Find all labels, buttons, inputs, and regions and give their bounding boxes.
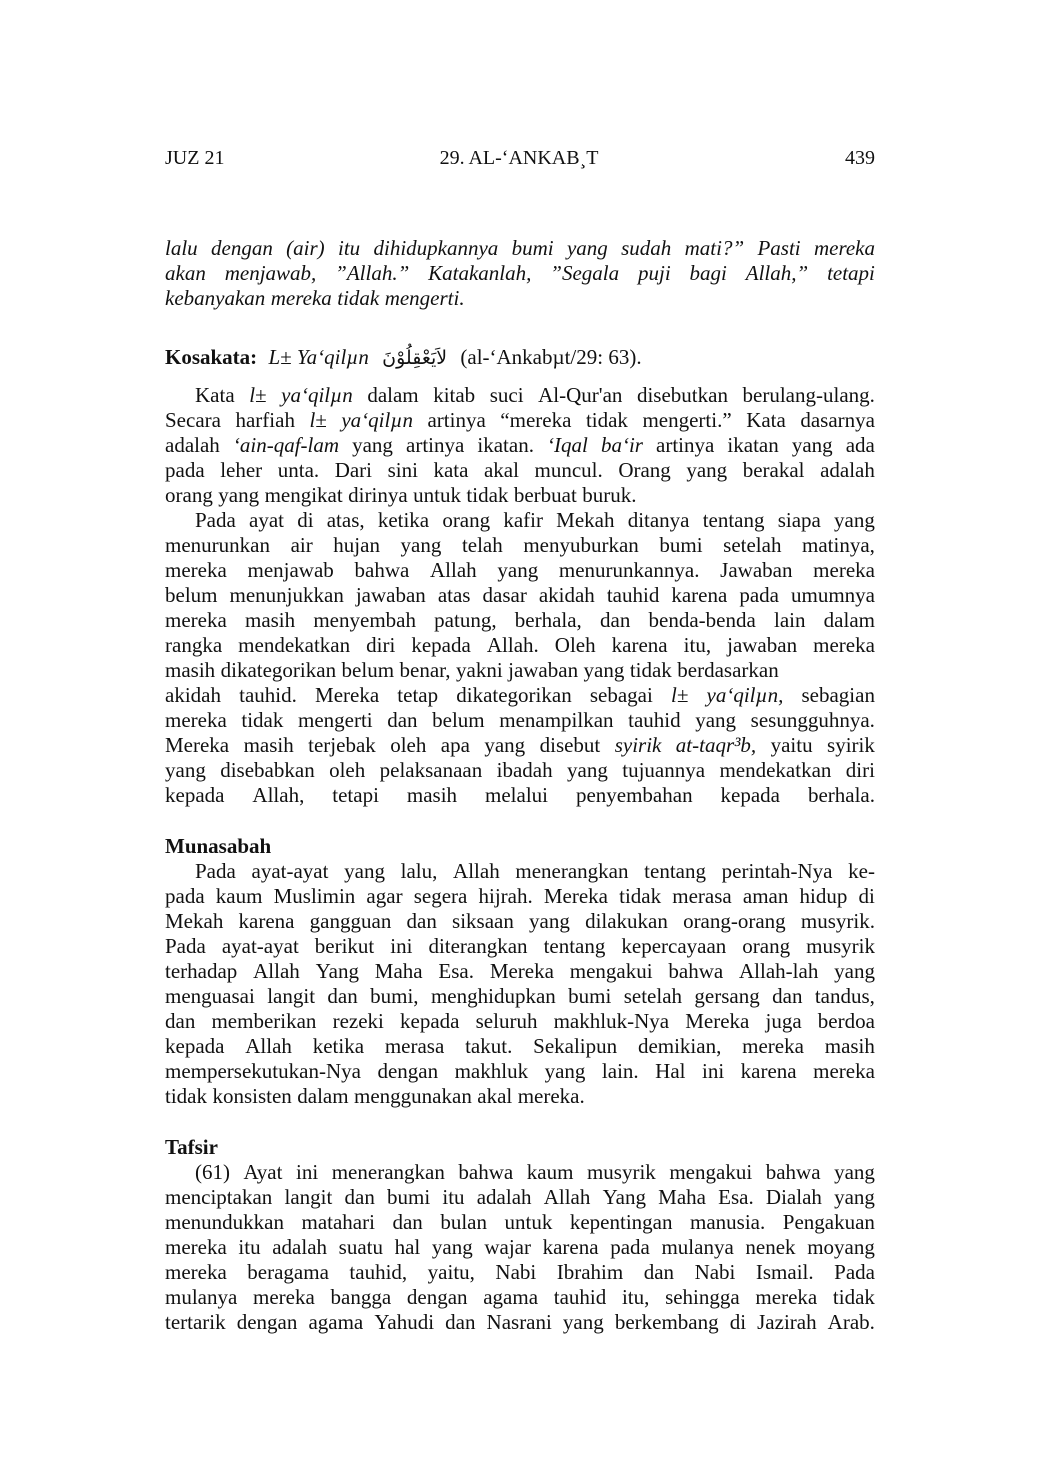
- text-line: kebanyakan mereka tidak mengerti.: [165, 286, 465, 310]
- text-line: menciptakan langit dan bumi itu adalah Allah Yang Maha Esa. Dialah yang: [165, 1185, 875, 1209]
- text-line: (61) Ayat ini menerangkan bahwa kaum musyrik mengakui bahwa yang: [195, 1160, 875, 1184]
- text-line: mereka itu adalah suatu hal yang wajar karena pada mulanya nenek moyang: [165, 1235, 875, 1259]
- text-line: akidah tauhid. Mereka tetap dikategorikan sebagai l± ya‘qilµn, sebagian: [165, 683, 875, 707]
- text-line: Kata l± ya‘qilµn dalam kitab suci Al-Qur'an disebutkan berulang-ulang.: [195, 383, 875, 407]
- text-line: tidak konsisten dalam menggunakan akal mereka.: [165, 1084, 585, 1108]
- kosakata-arabic: لاَيَعْقِلُوْنَ: [382, 347, 448, 369]
- text-line: menundukkan matahari dan bulan untuk kepentingan manusia. Pengakuan: [165, 1210, 875, 1234]
- text-line: masih dikategorikan belum benar, yakni jawaban yang tidak berdasarkan: [165, 658, 779, 682]
- text-line: yang disebabkan oleh pelaksanaan ibadah yang tujuannya mendekatkan diri: [165, 758, 875, 782]
- text-line: belum menunjukkan jawaban atas dasar akidah tauhid karena pada umumnya: [165, 583, 875, 607]
- text-line: pada kaum Muslimin agar segera hijrah. Mereka tidak merasa aman hidup di: [165, 884, 875, 908]
- kosakata-reference: (al-‘Ankabµt/29: 63).: [460, 345, 642, 369]
- text-line: Pada ayat-ayat yang lalu, Allah menerangkan tentang perintah-Nya ke-: [195, 859, 875, 883]
- text-line: Mereka masih terjebak oleh apa yang disebut syirik at-taqr³b, yaitu syirik: [165, 733, 875, 757]
- heading-munasabah: Munasabah: [165, 834, 272, 858]
- text-line: orang yang mengikat dirinya untuk tidak berbuat buruk.: [165, 483, 637, 507]
- text-line: Pada ayat-ayat berikut ini diterangkan tentang kepercayaan orang musyrik: [165, 934, 875, 958]
- tafsir-text: [165, 1160, 875, 1335]
- text-line: mereka beragama tauhid, yaitu, Nabi Ibrahim dan Nabi Ismail. Pada: [165, 1260, 875, 1284]
- running-header-surah: 29. AL-‘ANKAB¸T: [439, 147, 599, 169]
- page-number: 439: [845, 147, 875, 169]
- text-line: lalu dengan (air) itu dihidupkannya bumi yang sudah mati?” Pasti mereka: [165, 236, 875, 260]
- text-line: kepada Allah, tetapi masih melalui penyembahan kepada berhala.: [165, 783, 875, 807]
- text-line: kepada Allah ketika merasa takut. Sekalipun demikian, mereka masih: [165, 1034, 875, 1058]
- running-header-juz: JUZ 21: [165, 147, 225, 169]
- kosakata-term: L± Ya‘qilµn: [268, 345, 369, 369]
- text-line: pada leher unta. Dari sini kata akal muncul. Orang yang berakal adalah: [165, 458, 875, 482]
- text-line: adalah ‘ain-qaf-lam yang artinya ikatan. ‘Iqal ba‘ir artinya ikatan yang ada: [165, 433, 875, 457]
- text-line: menurunkan air hujan yang telah menyuburkan bumi setelah matinya,: [165, 533, 875, 557]
- text-line: akan menjawab, ”Allah.” Katakanlah, ”Segala puji bagi Allah,” tetapi: [165, 261, 875, 285]
- text-line: menguasai langit dan bumi, menghidupkan bumi setelah gersang dan tandus,: [165, 984, 875, 1008]
- text-line: dan memberikan rezeki kepada seluruh makhluk-Nya Mereka juga berdoa: [165, 1009, 875, 1033]
- text-line: Mekah karena gangguan dan siksaan yang dilakukan orang-orang musyrik.: [165, 909, 875, 933]
- text-line: mulanya mereka bangga dengan agama tauhid itu, sehingga mereka tidak: [165, 1285, 875, 1309]
- text-line: mereka masih menyembah patung, berhala, dan benda-benda lain dalam: [165, 608, 875, 632]
- kosakata-line: [165, 345, 875, 371]
- text-line: rangka mendekatkan diri kepada Allah. Oleh karena itu, jawaban mereka: [165, 633, 875, 657]
- text-line: mereka menjawab bahwa Allah yang menurunkannya. Jawaban mereka: [165, 558, 875, 582]
- verse-translation-continuation: [165, 236, 875, 311]
- text-line: Pada ayat di atas, ketika orang kafir Mekah ditanya tentang siapa yang: [195, 508, 875, 532]
- text-line: terhadap Allah Yang Maha Esa. Mereka mengakui bahwa Allah-lah yang: [165, 959, 875, 983]
- text-line: tertarik dengan agama Yahudi dan Nasrani yang berkembang di Jazirah Arab.: [165, 1310, 875, 1334]
- kosakata-label: Kosakata:: [165, 345, 258, 369]
- text-line: Secara harfiah l± ya‘qilµn artinya “mereka tidak mengerti.” Kata dasarnya: [165, 408, 875, 432]
- kosakata-explanation: [165, 383, 875, 808]
- heading-tafsir: Tafsir: [165, 1135, 218, 1159]
- text-line: mereka tidak mengerti dan belum menampilkan tauhid yang sesungguhnya.: [165, 708, 875, 732]
- text-line: mempersekutukan-Nya dengan makhluk yang lain. Hal ini karena mereka: [165, 1059, 875, 1083]
- munasabah-text: [165, 859, 875, 1109]
